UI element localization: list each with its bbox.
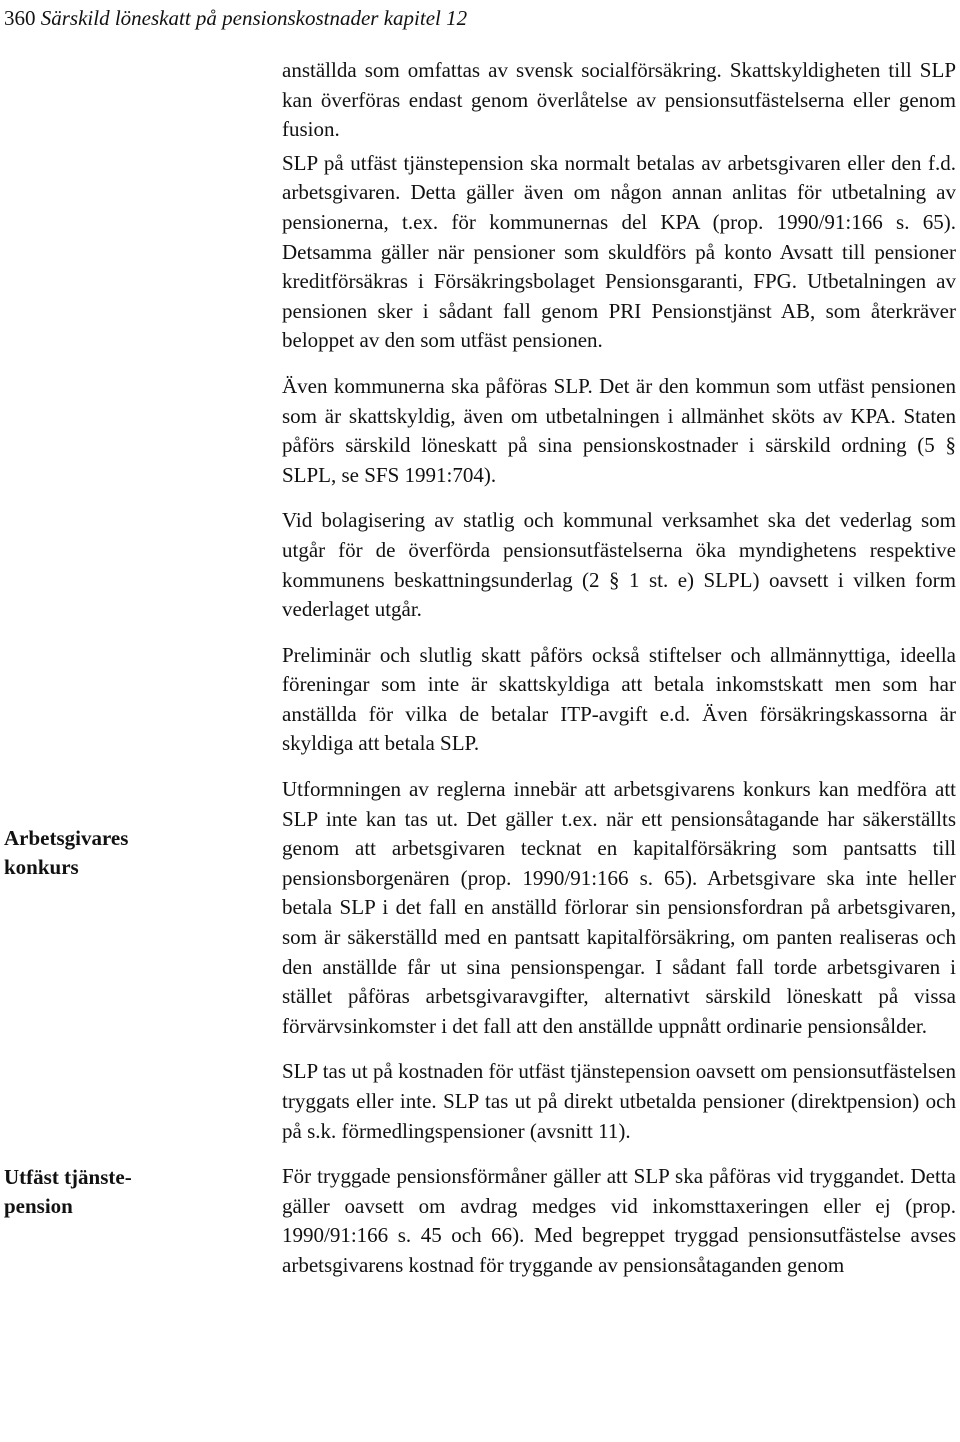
margin-note-arbetsgivares-konkurs — [4, 824, 204, 882]
paragraph: anställda som omfattas av svensk socialförsäkring. Skattskyldigheten till SLP kan överföras endast genom överlåtelse av pensionsutfästelserna eller genom fusion. — [282, 58, 956, 142]
margin-note-utfast-tjanstepension — [4, 1163, 204, 1221]
page-number: 360 — [4, 6, 36, 30]
margin-note-line: Arbetsgivares — [4, 826, 129, 850]
running-title: Särskild löneskatt på pensionskostnader — [40, 6, 379, 30]
running-head — [4, 4, 944, 32]
paragraph: Utformningen av reglerna innebär att arbetsgivarens konkurs kan medföra att SLP inte kan tas ut. Det gäller t.ex. när ett pensionsåtagande har säkerställts genom att arbetsgivaren tecknat en kapitalförsäkring som pantsatts till pensionsborgenären (prop. 1990/91:166 s. 65). Arbetsgivare ska inte heller betala SLP i det fall en anställd förlorar sin pensionsfordran på arbetsgivaren, som är säkerställd med en pantsatt kapitalförsäkring, om panten realiseras och den anställde får ut sina pensionspengar. I sådant fall torde arbetsgivaren i stället påföras arbetsgivaravgifter, alternativt särskild löneskatt på vissa förvärvsinkomster i det fall att den anställde uppnått ordinarie pensionsålder. — [282, 777, 956, 1038]
paragraph: Preliminär och slutlig skatt påförs också stiftelser och allmännyttiga, ideella föreningar som inte är skattskyldiga att betala inkomstskatt men som har anställda för vilka de betalar ITP-avgift e.d. Även försäkringskassorna är skyldiga att betala SLP. — [282, 642, 956, 756]
margin-note-line: pension — [4, 1194, 73, 1218]
paragraph: SLP tas ut på kostnaden för utfäst tjänstepension oavsett om pensionsutfästelsen tryggats eller inte. SLP tas ut på direkt utbetalda pensioner (direktpension) och på s.k. förmedlingspensioner (avsnitt 11). — [282, 1059, 956, 1143]
margin-note-line: konkurs — [4, 855, 79, 879]
paragraph: SLP på utfäst tjänstepension ska normalt betalas av arbetsgivaren eller den f.d. arbetsgivaren. Detta gäller även om någon annan anlitas för utbetalning av pensionerna, t.ex. för kommunernas del KPA (prop. 1990/91:166 s. 65). Detsamma gäller när pensioner som skuldförs på konto Avsatt till pensioner kreditförsäkras i Försäkringsbolaget Pensionsgaranti, FPG. Utbetalningen av pensionen sker i sådant fall genom PRI Pensionstjänst AB, som återkräver beloppet av den som utfäst pensionen. — [282, 150, 956, 353]
paragraph: För tryggade pensionsförmåner gäller att SLP ska påföras vid tryggandet. Detta gäller oavsett om avdrag medges vid inkomsttaxeringen eller ej (prop. 1990/91:166 s. 45 och 66). Med begreppet tryggad pensionsutfästelse avses arbetsgivarens kostnad för tryggande av pensionsåtaganden genom — [282, 1164, 956, 1277]
margin-note-line: Utfäst tjänste- — [4, 1165, 132, 1189]
paragraph: Även kommunerna ska påföras SLP. Det är den kommun som utfäst pensionen som är skattskyldig, även om utbetalningen i allmänhet sköts av KPA. Staten påförs särskild löneskatt på sina pensionskostnader i särskild ordning (5 § SLPL, se SFS 1991:704). — [282, 373, 956, 487]
chapter-label: kapitel 12 — [383, 6, 468, 30]
paragraph: Vid bolagisering av statlig och kommunal verksamhet ska det vederlag som utgår för de överförda pensionsutfästelserna öka myndighetens respektive kommunens beskattningsunderlag (2 § 1 st. e) SLPL) oavsett i vilken form vederlaget utgår. — [282, 508, 956, 622]
body-text — [282, 56, 956, 1297]
